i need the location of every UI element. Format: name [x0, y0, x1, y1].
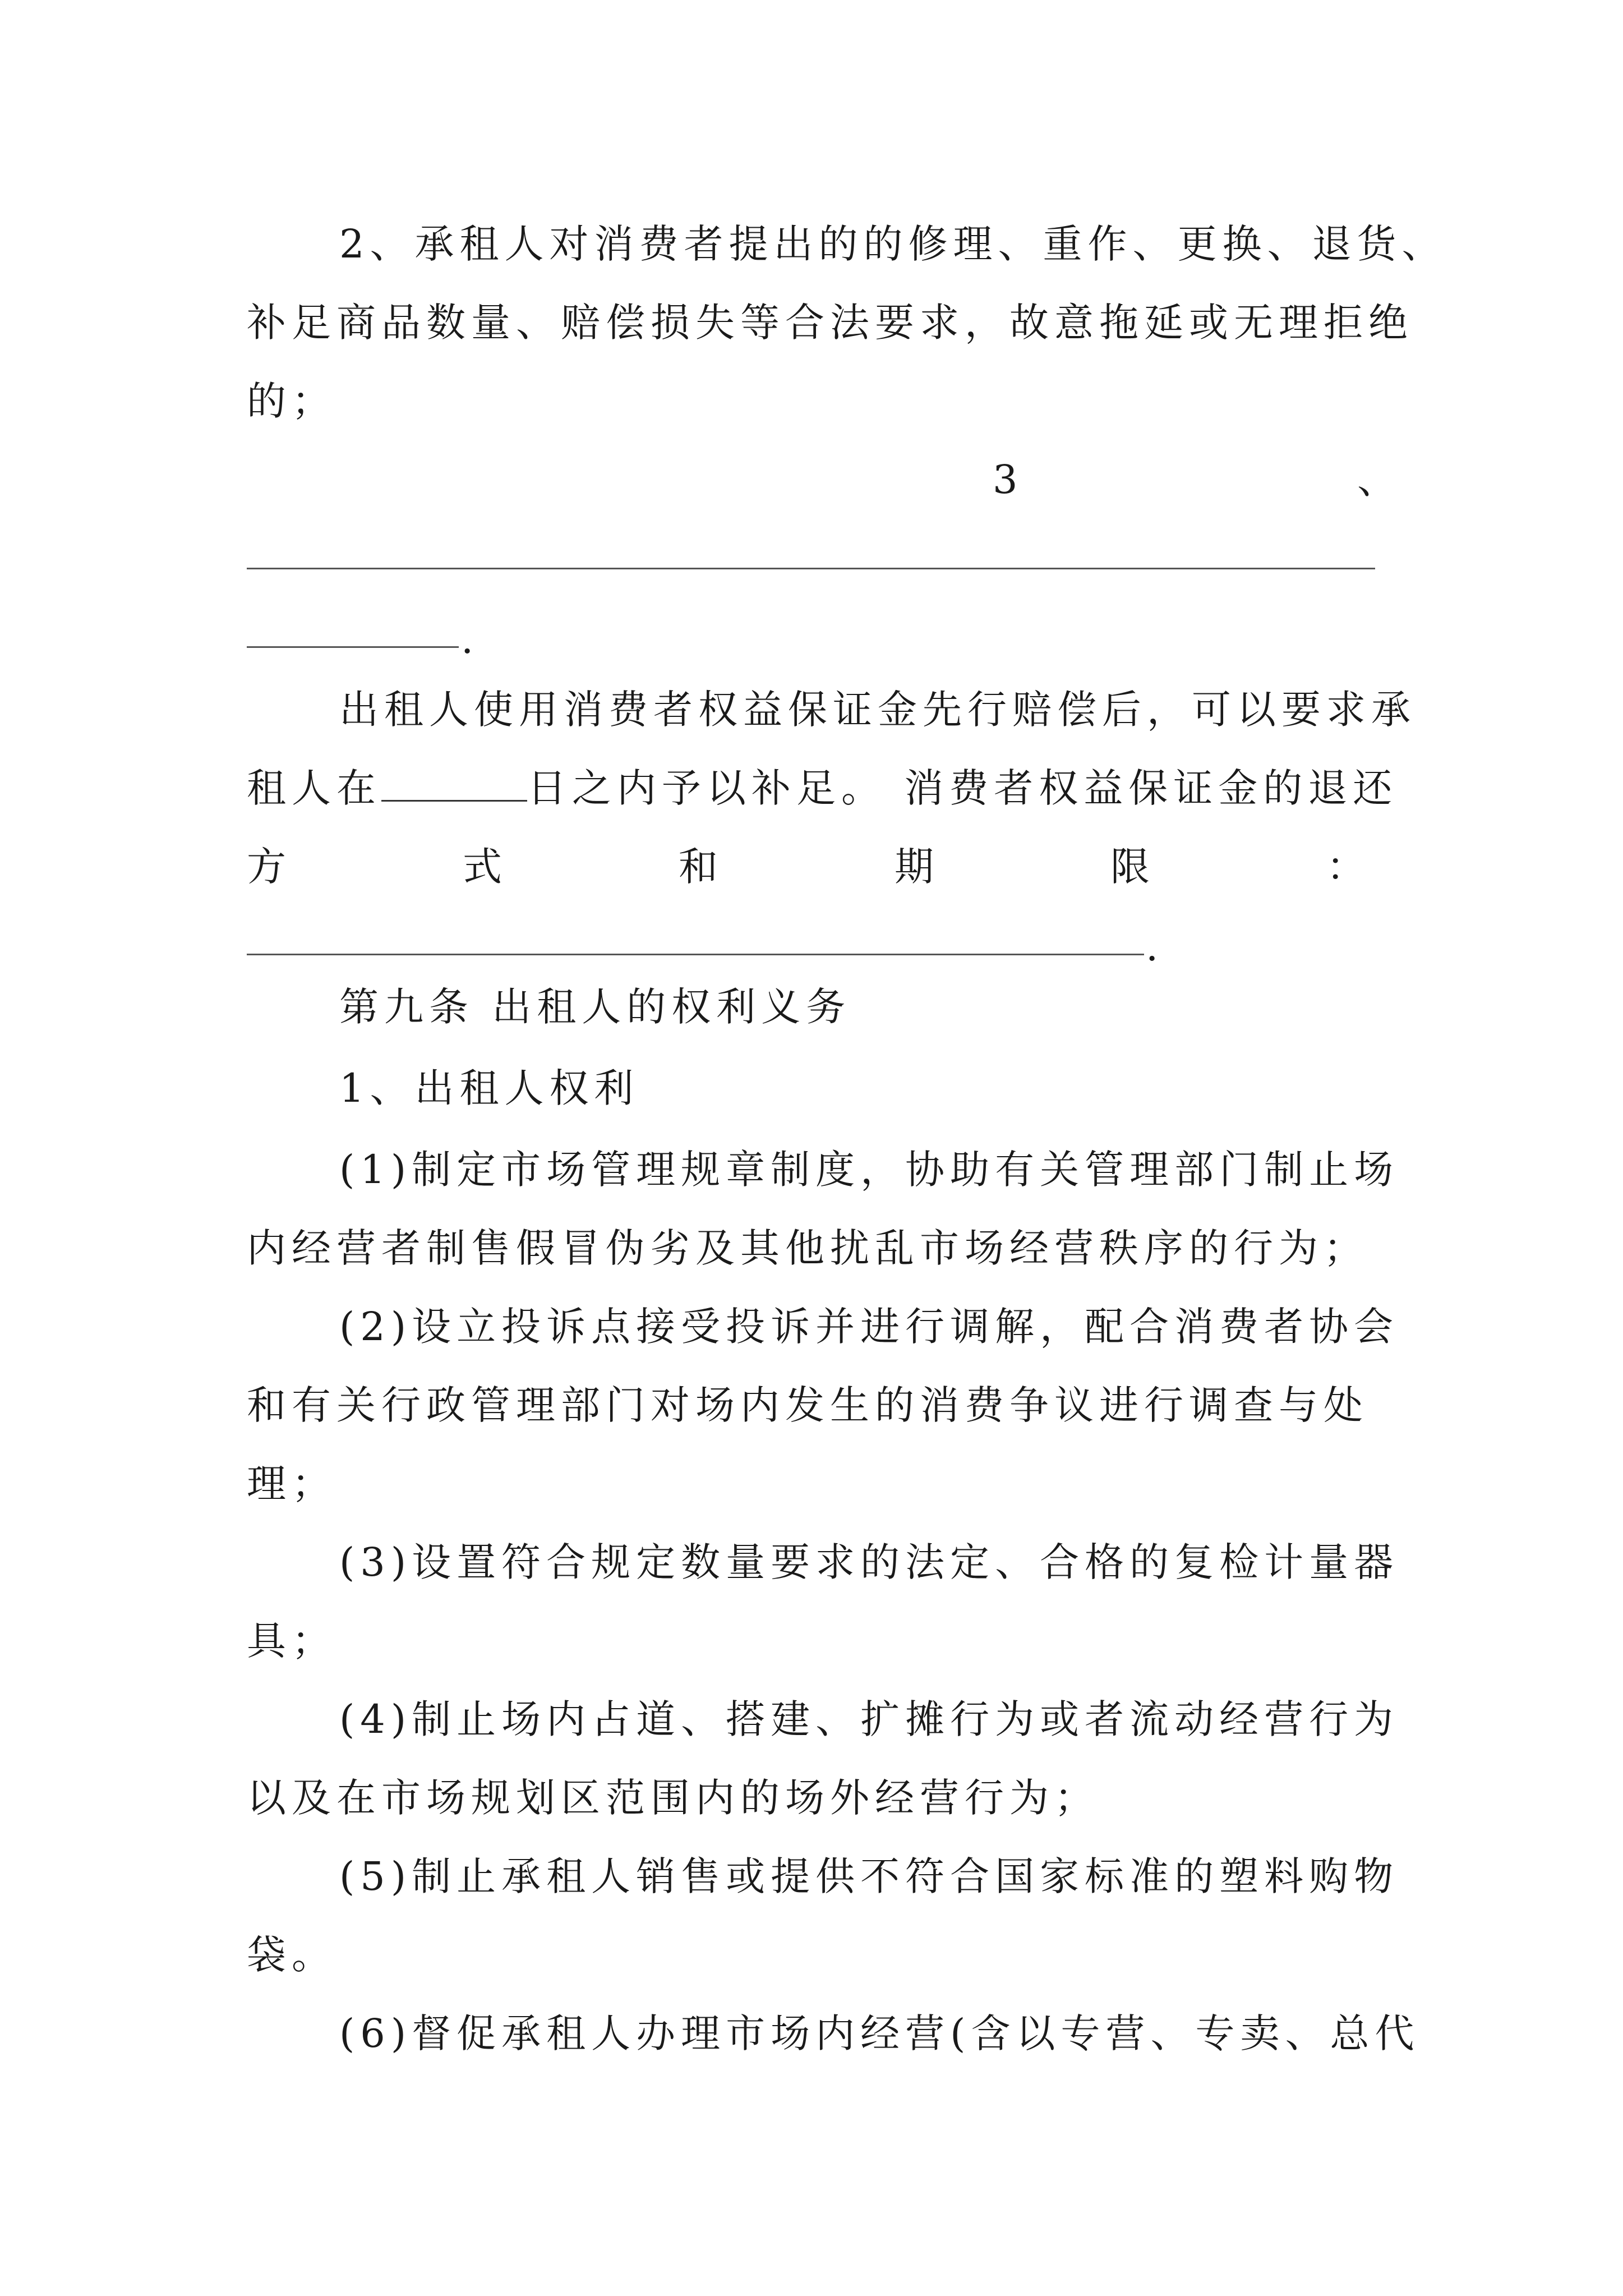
- refund-char-5: 限: [1110, 844, 1150, 890]
- refund-char-2: 式: [463, 844, 502, 890]
- right-1-line-2: 内经营者制售假冒伪劣及其他扰乱市场经营秩序的行为；: [247, 1225, 1368, 1271]
- clause-2-line-2: 补足商品数量、赔偿损失等合法要求，故意拖延或无理拒绝: [247, 300, 1413, 346]
- right-2-line-1: (2)设立投诉点接受投诉并进行调解，配合消费者协会: [339, 1304, 1399, 1350]
- right-6-line-1: (6)督促承租人办理市场内经营(含以专营、专卖、总代: [339, 2010, 1420, 2056]
- right-4-line-2: 以及在市场规划区范围内的场外经营行为；: [247, 1775, 1099, 1821]
- days-blank: [381, 761, 527, 802]
- right-2-line-3: 理；: [247, 1461, 336, 1507]
- refund-char-4: 期: [895, 844, 934, 890]
- refund-method-end-mark: .: [1146, 924, 1159, 970]
- compensation-line-2-after: 日之内予以补足。 消费者权益保证金的退还: [527, 765, 1398, 811]
- refund-char-3: 和: [679, 844, 718, 890]
- right-1-line-1: (1)制定市场管理规章制度，协助有关管理部门制止场: [339, 1147, 1399, 1193]
- clause-2-line-1: 2、承租人对消费者提出的的修理、重作、更换、退货、: [339, 221, 1447, 267]
- right-4-line-1: (4)制止场内占道、搭建、扩摊行为或者流动经营行为: [339, 1696, 1399, 1742]
- right-5-line-2: 袋。: [247, 1932, 336, 1978]
- right-3-line-1: (3)设置符合规定数量要求的法定、合格的复检计量器: [339, 1539, 1399, 1585]
- clause-3-blank-line-2: [247, 646, 459, 648]
- right-5-line-1: (5)制止承租人销售或提供不符合国家标准的塑料购物: [339, 1853, 1399, 1899]
- clause-3-separator: 、: [1357, 457, 1396, 503]
- refund-method-blank: [247, 954, 1144, 955]
- clause-3-number: 3: [993, 457, 1018, 503]
- article-9-title: 第九条 出租人的权利义务: [339, 984, 851, 1030]
- compensation-line-2-before: 租人在: [247, 765, 381, 811]
- compensation-line-2: [247, 760, 1398, 816]
- compensation-line-1: 出租人使用消费者权益保证金先行赔偿后，可以要求承: [339, 687, 1416, 733]
- refund-char-1: 方: [247, 844, 286, 890]
- refund-method-line: [247, 839, 1366, 895]
- clause-3-blank-line-1: [247, 568, 1375, 569]
- clause-2-line-3: 的；: [247, 378, 336, 424]
- clause-3-end-mark: .: [461, 616, 474, 662]
- right-2-line-2: 和有关行政管理部门对场内发生的消费争议进行调查与处: [247, 1382, 1368, 1428]
- refund-char-6: ：: [1326, 844, 1366, 890]
- right-3-line-2: 具；: [247, 1618, 336, 1664]
- lessor-rights-heading: 1、出租人权利: [339, 1065, 639, 1111]
